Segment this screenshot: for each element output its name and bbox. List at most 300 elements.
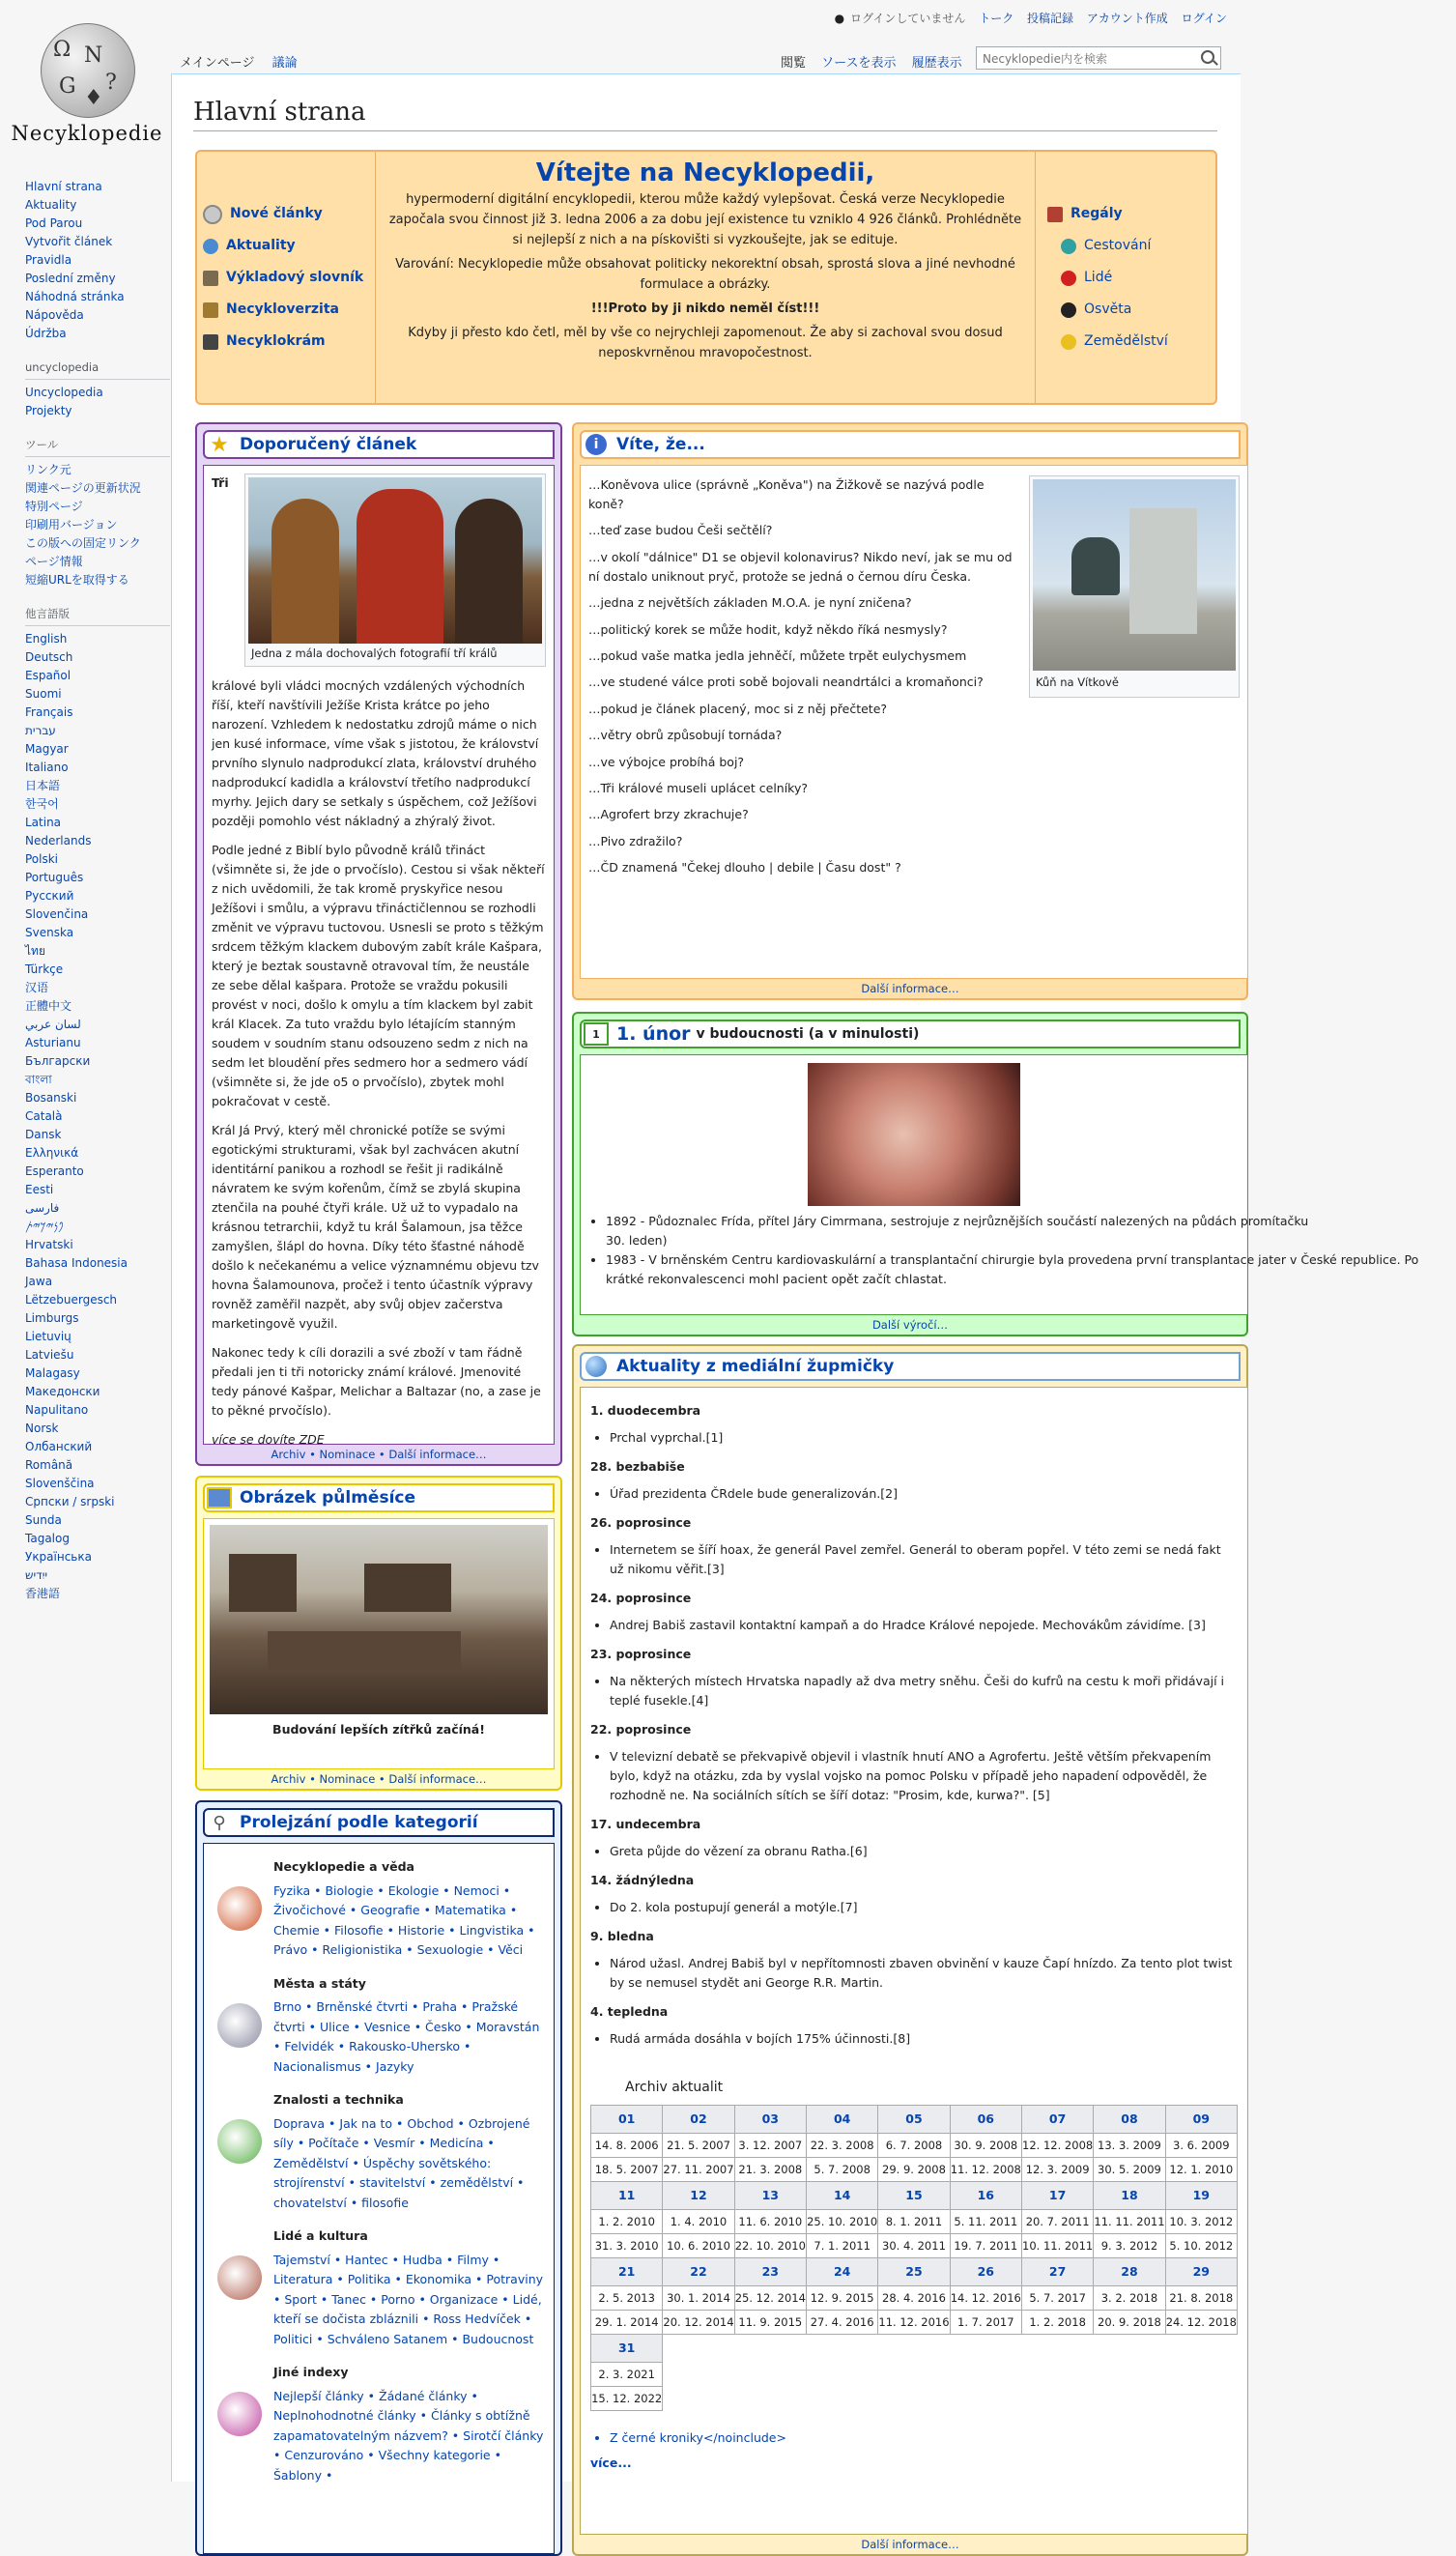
lang-link[interactable]: ייִדיש bbox=[25, 1568, 48, 1582]
featured-body bbox=[203, 465, 555, 1445]
news-item: • Do 2. kola postupují generál a motýle.[7] bbox=[610, 1898, 1238, 1917]
title-divider bbox=[193, 130, 1217, 131]
lang-link[interactable]: עברית bbox=[25, 724, 56, 737]
site-logo[interactable] bbox=[10, 19, 164, 155]
link-new-articles[interactable] bbox=[203, 198, 363, 230]
feb-footer[interactable]: Další výročí… bbox=[871, 1318, 949, 1332]
building-icon bbox=[203, 302, 218, 318]
news-box bbox=[572, 1344, 1248, 2556]
welcome-title: Vítejte na Necyklopedii, bbox=[535, 158, 875, 187]
sun-icon bbox=[1061, 334, 1076, 350]
archive-number[interactable]: 01 bbox=[591, 2106, 663, 2134]
lang-link[interactable]: Português bbox=[25, 871, 84, 884]
vitkov-image[interactable] bbox=[1029, 475, 1240, 698]
category-icon bbox=[217, 2003, 262, 2048]
know-footer[interactable]: Další informace… bbox=[861, 982, 959, 995]
link-agriculture[interactable] bbox=[1047, 326, 1168, 358]
news-items bbox=[590, 1484, 1238, 1504]
archive-number[interactable]: 23 bbox=[734, 2258, 806, 2286]
tool-link[interactable]: 印刷用バージョン bbox=[25, 518, 118, 531]
archive-number[interactable]: 27 bbox=[1021, 2258, 1093, 2286]
lang-link[interactable]: Türkçe bbox=[25, 962, 64, 976]
sidebar-link[interactable]: Pod Parou bbox=[25, 216, 83, 230]
category-title[interactable]: Lidé a kultura bbox=[273, 2228, 368, 2243]
tab-discussion[interactable]: 議論 bbox=[271, 56, 298, 71]
gear-icon bbox=[203, 205, 222, 224]
featured-title: Doporučený článek bbox=[240, 435, 417, 454]
picture-title: Obrázek půlměsíce bbox=[240, 1488, 416, 1508]
news-more-link[interactable]: více... bbox=[590, 2455, 632, 2470]
sidebar-link[interactable]: Poslední změny bbox=[25, 272, 116, 285]
feb-item: • 1892 - Půdoznalec Frída, přítel Járy Cimrmana, sestrojuje z nejrůznějších součástí nalezených na půdách promítačku bbox=[606, 1212, 1240, 1231]
category-block bbox=[212, 1974, 546, 2078]
lang-link[interactable]: Italiano bbox=[25, 761, 69, 774]
news-list bbox=[590, 1401, 1238, 2049]
know-title: Víte, že... bbox=[616, 435, 705, 454]
archive-date: 11. 6. 2010 bbox=[734, 2210, 806, 2234]
news-items bbox=[590, 1954, 1238, 1993]
link-news[interactable] bbox=[203, 230, 363, 262]
rubble bbox=[268, 1631, 461, 1670]
lang-link[interactable]: বাংলা bbox=[25, 1073, 52, 1086]
archive-date: 2. 3. 2021 bbox=[591, 2363, 663, 2387]
link-label: Nové články bbox=[230, 206, 323, 221]
featured-lead: Tři bbox=[212, 475, 229, 490]
category-title[interactable]: Znalosti a technika bbox=[273, 2092, 404, 2107]
personal-tools bbox=[835, 10, 1227, 26]
category-title[interactable]: Jiné indexy bbox=[273, 2365, 349, 2379]
news-date: 9. bledna bbox=[590, 1929, 654, 1943]
tab-main-page[interactable]: メインページ bbox=[180, 56, 255, 71]
page-title: Hlavní strana bbox=[193, 98, 366, 127]
tool-link[interactable]: 特別ページ bbox=[25, 500, 83, 513]
archive-date: 10. 6. 2010 bbox=[663, 2234, 734, 2258]
archive-date: 12. 3. 2009 bbox=[1021, 2158, 1093, 2182]
namespace-tabs bbox=[174, 48, 305, 74]
sidebar-link[interactable]: Hlavní strana bbox=[25, 180, 102, 193]
tool-link[interactable]: 短縮URLを取得する bbox=[25, 573, 129, 587]
lang-link[interactable]: فارسی bbox=[25, 1201, 60, 1215]
cash-register-icon bbox=[203, 334, 218, 350]
lang-link[interactable]: Deutsch bbox=[25, 650, 73, 664]
news-items bbox=[590, 1428, 1238, 1448]
lang-link[interactable]: Олбанский bbox=[25, 1440, 93, 1453]
link-university[interactable] bbox=[203, 294, 363, 326]
archive-date: 28. 4. 2016 bbox=[878, 2286, 950, 2311]
news-item: • Rudá armáda dosáhla v bojích 175% účinnosti.[8] bbox=[610, 2029, 1238, 2049]
archive-date: 7. 1. 2011 bbox=[806, 2234, 877, 2258]
ruins-photo[interactable] bbox=[210, 1525, 548, 1714]
know-item: …teď zase budou Češi sečtělí? bbox=[588, 523, 773, 538]
archive-number[interactable]: 03 bbox=[734, 2106, 806, 2134]
lang-link[interactable]: Jawa bbox=[25, 1275, 53, 1288]
sidebar-link[interactable]: Vytvořit článek bbox=[25, 235, 113, 248]
lang-link[interactable]: Slovenščina bbox=[25, 1477, 95, 1490]
tab-read[interactable]: 閲覧 bbox=[781, 56, 807, 71]
category-links[interactable]: Fyzika • Biologie • Ekologie • Nemoci • Živočichové • Geografie • Matematika • Chemie • Filosofie • Historie • Lingvistika • Právo • Religionistika • Sexuologie • Věci bbox=[273, 1882, 535, 1957]
know-item: …ČD znamená "Čekej dlouho | debile | Času dost" ? bbox=[588, 860, 901, 876]
lang-link[interactable]: Македонски bbox=[25, 1385, 100, 1398]
know-item: …Agrofert brzy zkrachuje? bbox=[588, 807, 749, 822]
contributions-link[interactable]: 投稿記録 bbox=[1027, 12, 1074, 25]
calendar-icon: 1 bbox=[582, 1021, 611, 1047]
know-item: …politický korek se může hodit, když někdo říká nesmysly? bbox=[588, 621, 948, 637]
welcome-center bbox=[375, 152, 1036, 403]
tool-link[interactable]: 関連ページの更新状況 bbox=[25, 481, 141, 495]
archive-date: 5. 7. 2017 bbox=[1021, 2286, 1093, 2311]
featured-p4: Nakonec tedy k cíli dorazili a své zboží v tam řádně předali jen ti tři notoricky známí králové. Jmenovité tedy pánové Kašpar, Melichar a Baltazar (no, a zase je to pěkné prvočíslo). bbox=[212, 1345, 541, 1418]
news-items bbox=[590, 2029, 1238, 2049]
news-items bbox=[590, 1747, 1238, 1805]
lang-link[interactable]: Bosanski bbox=[25, 1091, 77, 1105]
archive-date: 18. 5. 2007 bbox=[591, 2158, 663, 2182]
link-label: Necykloverzita bbox=[226, 302, 339, 317]
archive-row bbox=[591, 2158, 1238, 2182]
archive-number[interactable]: 06 bbox=[950, 2106, 1021, 2134]
lang-link[interactable]: Українська bbox=[25, 1550, 92, 1564]
lang-link[interactable]: English bbox=[25, 632, 68, 646]
categories-title: Prolejzání podle kategorií bbox=[240, 1813, 478, 1832]
know-body bbox=[580, 465, 1248, 979]
category-title[interactable]: Necyklopedie a věda bbox=[273, 1859, 414, 1874]
lang-link[interactable]: 汉语 bbox=[25, 981, 49, 994]
uncyc-link[interactable]: Projekty bbox=[25, 404, 72, 417]
uncyc-link[interactable]: Uncyclopedia bbox=[25, 386, 103, 399]
lang-link[interactable]: Български bbox=[25, 1054, 91, 1068]
lang-link[interactable]: Eesti bbox=[25, 1183, 54, 1196]
king-figure bbox=[271, 499, 339, 644]
archive-number[interactable]: 18 bbox=[1094, 2182, 1165, 2210]
star-icon: ★ bbox=[210, 432, 229, 457]
archive-date: 12. 1. 2010 bbox=[1165, 2158, 1237, 2182]
news-item: • V televizní debatě se překvapivě objevil i vlastník hnutí ANO a Agrofertu. Ještě větším překvapením bylo, když na otázku, zda by vyslal vojsko na pomoc Polsku v případě jeho napadení odpověděl, že rozhodně ne. Na sociálních sítích se šíří dotaz: "Prosim, kde, kurwa?". [5] bbox=[610, 1747, 1238, 1805]
archive-number[interactable]: 12 bbox=[663, 2182, 734, 2210]
archive-date: 6. 7. 2008 bbox=[878, 2134, 950, 2158]
lang-link[interactable]: Asturianu bbox=[25, 1036, 81, 1049]
know-item: …Tři králové museli uplácet celníky? bbox=[588, 780, 809, 795]
welcome-advice: Kdyby ji přesto kdo četl, měl by vše co nejrychleji zapomenout. Že aby si zachoval svou dosud neposkvrněnou mravopočestnost. bbox=[408, 326, 1003, 360]
featured-caption: Jedna z mála dochovalých fotografií tří králů bbox=[251, 646, 498, 660]
ruin-wall bbox=[229, 1554, 297, 1612]
category-block bbox=[212, 1857, 546, 1961]
archive-date: 13. 3. 2009 bbox=[1094, 2134, 1165, 2158]
globe-letter: G bbox=[59, 74, 76, 99]
archive-date: 5. 11. 2011 bbox=[950, 2210, 1021, 2234]
lang-link[interactable]: Hrvatski bbox=[25, 1238, 73, 1251]
login-link[interactable]: ログイン bbox=[1181, 12, 1227, 25]
archive-number[interactable]: 21 bbox=[591, 2258, 663, 2286]
lang-link[interactable]: Nederlands bbox=[25, 834, 92, 847]
category-icon bbox=[217, 1886, 262, 1931]
picture-box bbox=[195, 1476, 562, 1791]
link-travel[interactable] bbox=[1047, 230, 1168, 262]
categories-box bbox=[195, 1800, 562, 2556]
user-icon: ● bbox=[834, 12, 845, 25]
welcome-box bbox=[195, 150, 1217, 405]
archive-number[interactable]: 29 bbox=[1165, 2258, 1237, 2286]
picture-header bbox=[203, 1483, 555, 1512]
archive-date: 1. 7. 2017 bbox=[950, 2311, 1021, 2335]
globe-icon bbox=[582, 1354, 611, 1379]
book-icon bbox=[203, 271, 218, 286]
archive-number[interactable]: 22 bbox=[663, 2258, 734, 2286]
news-footer[interactable]: Další informace… bbox=[861, 2538, 959, 2551]
archive-row bbox=[591, 2311, 1238, 2335]
statue bbox=[1071, 537, 1120, 595]
welcome-intro: hypermoderní digitální encyklopedii, kterou může každý vylepšovat. Česká verze Necyklopedie započala svou činnost již 3. ledna 2006 a za dobu její existence tu vzniklo 4 926 článků. Prohlédněte si nejlepší z nich a na pískovišti si vyzkoušejte, jak se edituje. bbox=[388, 192, 1022, 247]
archive-date: 21. 8. 2018 bbox=[1165, 2286, 1237, 2311]
archive-date: 11. 11. 2011 bbox=[1094, 2210, 1165, 2234]
lang-link[interactable]: Malagasy bbox=[25, 1366, 80, 1380]
lang-list bbox=[25, 630, 170, 1603]
lang-link[interactable]: Polski bbox=[25, 852, 59, 866]
news-item: • Andrej Babiš zastavil kontaktní kampaň a do Hradce Králové nepojede. Mechovákům závidíme. [3] bbox=[610, 1616, 1238, 1635]
lang-link[interactable]: Српски / srpski bbox=[25, 1495, 115, 1508]
site-name: Necyklopedie bbox=[11, 122, 163, 145]
archive-date: 14. 12. 2016 bbox=[950, 2286, 1021, 2311]
category-links[interactable]: Doprava • Jak na to • Obchod • Ozbrojené síly • Počítače • Vesmír • Medicína • Zemědělství • Úspěchy sovětského: strojírenství • stavitelství • zemědělství • chovatelství • filosofie bbox=[273, 2115, 530, 2210]
archive-row bbox=[591, 2234, 1238, 2258]
picture-footer-links[interactable]: Archiv • Nominace • Další informace… bbox=[271, 1772, 487, 1786]
feb-item-text: 1983 - V brněnském Centru kardiovaskulární a transplantační chirurgie byla provedena první transplantace jater v České republice. Po krátké rekonvalescenci mohl pacient opět začít chlastat. bbox=[606, 1252, 1419, 1286]
archive-number[interactable]: 24 bbox=[806, 2258, 877, 2286]
categories-body bbox=[203, 1843, 555, 2554]
archive-row bbox=[591, 2106, 1238, 2134]
feb-day[interactable]: 1. únor bbox=[616, 1023, 691, 1045]
king-figure bbox=[455, 499, 523, 644]
lang-link[interactable]: 香港語 bbox=[25, 1587, 61, 1600]
archive-number[interactable]: 02 bbox=[663, 2106, 734, 2134]
link-label: Zemědělství bbox=[1084, 333, 1168, 349]
archive-table bbox=[590, 2105, 1238, 2411]
category-links[interactable]: Nejlepší články • Žádané články • Neplnohodnotné články • Články s obtížně zapamatovatelným názvem? • Sirotčí články • Cenzurováno • Všechny kategorie • Šablony • bbox=[273, 2388, 544, 2483]
archive-number[interactable]: 25 bbox=[878, 2258, 950, 2286]
archive-number[interactable]: 28 bbox=[1094, 2258, 1165, 2286]
archive-row bbox=[591, 2286, 1238, 2311]
lang-link[interactable]: Slovenčina bbox=[25, 907, 89, 921]
link-education[interactable] bbox=[1047, 294, 1168, 326]
know-item: …ve výbojce probíhá boj? bbox=[588, 754, 745, 769]
lang-link[interactable]: Română bbox=[25, 1458, 73, 1472]
archive-number[interactable]: 09 bbox=[1165, 2106, 1237, 2134]
sidebar-link[interactable]: Aktuality bbox=[25, 198, 77, 212]
news-items bbox=[590, 1898, 1238, 1917]
monument bbox=[1129, 508, 1197, 634]
featured-more[interactable]: více se dovíte ZDE bbox=[212, 1432, 325, 1447]
link-label: Necyklokrám bbox=[226, 333, 326, 349]
archive-date: 5. 10. 2012 bbox=[1165, 2234, 1237, 2258]
archive-date: 20. 7. 2011 bbox=[1021, 2210, 1093, 2234]
archive-date: 22. 3. 2008 bbox=[806, 2134, 877, 2158]
lang-link[interactable]: Català bbox=[25, 1109, 63, 1123]
lang-heading: 他言語版 bbox=[25, 605, 170, 626]
sidebar-link[interactable]: Údržba bbox=[25, 327, 67, 340]
category-title[interactable]: Města a státy bbox=[273, 1975, 366, 1991]
sidebar-link[interactable]: Náhodná stránka bbox=[25, 290, 125, 303]
category-block bbox=[212, 2090, 546, 2213]
main-content bbox=[171, 73, 1419, 2551]
lang-link[interactable]: Latina bbox=[25, 816, 62, 829]
lang-link[interactable]: Tagalog bbox=[25, 1532, 70, 1545]
archive-date: 27. 11. 2007 bbox=[663, 2158, 734, 2182]
on-this-day-box bbox=[572, 1012, 1419, 1336]
talk-link[interactable]: トーク bbox=[979, 12, 1014, 25]
archive-date: 10. 11. 2011 bbox=[1021, 2234, 1093, 2258]
category-links[interactable]: Tajemství • Hantec • Hudba • Filmy • Literatura • Politika • Ekonomika • Potraviny • Sport • Tanec • Porno • Organizace • Lidé, kteří se dočista zbláznili • Ross Hedvíček • Politici • Schváleno Satanem • Budoucnost bbox=[273, 2252, 544, 2346]
magnifier-icon: ⚲ bbox=[213, 1812, 226, 1833]
lang-link[interactable]: 正體中文 bbox=[25, 999, 72, 1013]
archive-number[interactable]: 08 bbox=[1094, 2106, 1165, 2134]
tool-link[interactable]: この版への固定リンク bbox=[25, 536, 141, 550]
lang-link[interactable]: Русский bbox=[25, 889, 74, 903]
surgery-photo[interactable] bbox=[808, 1063, 1020, 1206]
picture-icon bbox=[205, 1485, 234, 1510]
ruin-wall bbox=[364, 1564, 451, 1612]
vitkov-photo bbox=[1033, 479, 1236, 671]
lang-link[interactable]: Dansk bbox=[25, 1128, 62, 1141]
parachute-icon bbox=[1061, 239, 1076, 254]
archive-number[interactable]: 11 bbox=[591, 2182, 663, 2210]
archive-number[interactable]: 05 bbox=[878, 2106, 950, 2134]
news-item: • Internetem se šíří hoax, že generál Pavel zemřel. Generál to oberam popřel. V této zemi se nedá fakt už nikomu věřit.[3] bbox=[610, 1540, 1238, 1579]
archive-number[interactable]: 04 bbox=[806, 2106, 877, 2134]
archive-date: 30. 4. 2011 bbox=[878, 2234, 950, 2258]
archive-row bbox=[591, 2182, 1238, 2210]
archive-date: 3. 2. 2018 bbox=[1094, 2286, 1165, 2311]
know-item: …Koněvova ulice (správně „Koněva") na Žižkově se nazývá podle koně? bbox=[588, 477, 985, 511]
search-input[interactable] bbox=[981, 48, 1192, 70]
archive-number[interactable]: 07 bbox=[1021, 2106, 1093, 2134]
feb-item-continued: 30. leden) bbox=[606, 1233, 668, 1248]
archive-date: 29. 9. 2008 bbox=[878, 2158, 950, 2182]
create-account-link[interactable]: アカウント作成 bbox=[1086, 12, 1168, 25]
know-item: …Pivo zdražilo? bbox=[588, 833, 683, 848]
tools-heading: ツール bbox=[25, 436, 170, 457]
tool-link[interactable]: ページ情報 bbox=[25, 555, 83, 568]
featured-article-box bbox=[195, 422, 562, 1466]
archive-date: 3. 12. 2007 bbox=[734, 2134, 806, 2158]
news-date: 24. poprosince bbox=[590, 1591, 692, 1605]
archive-date: 20. 9. 2018 bbox=[1094, 2311, 1165, 2335]
feb-title: v budoucnosti (a v minulosti) bbox=[696, 1026, 920, 1042]
news-items bbox=[590, 1616, 1238, 1635]
search-icon[interactable] bbox=[1201, 50, 1214, 64]
know-item: …větry obrů způsobují tornáda? bbox=[588, 728, 783, 743]
news-item: • Greta půjde do vězení za obranu Ratha.[6] bbox=[610, 1842, 1238, 1861]
lang-link[interactable]: Limburgs bbox=[25, 1311, 79, 1325]
news-date: 4. tepledna bbox=[590, 2004, 669, 2019]
featured-footer-links[interactable]: Archiv • Nominace • Další informace… bbox=[271, 1448, 487, 1461]
archive-date: 10. 3. 2012 bbox=[1165, 2210, 1237, 2234]
lang-link[interactable]: Esperanto bbox=[25, 1164, 84, 1178]
archive-number[interactable]: 15 bbox=[878, 2182, 950, 2210]
feb-header bbox=[580, 1020, 1241, 1048]
search-box bbox=[976, 46, 1221, 70]
featured-image[interactable] bbox=[244, 474, 546, 667]
link-shelves[interactable] bbox=[1047, 198, 1168, 230]
archive-date: 30. 9. 2008 bbox=[950, 2134, 1021, 2158]
archive-date: 15. 12. 2022 bbox=[591, 2387, 663, 2411]
archive-date: 21. 5. 2007 bbox=[663, 2134, 734, 2158]
info-icon: i bbox=[582, 432, 611, 457]
know-item: …v okolí "dálnice" D1 se objevil kolonavirus? Nikdo neví, jak se mu od ní dostalo uniknout pryč, protože se jedná o černou díru Česka. bbox=[588, 549, 1013, 584]
welcome-warning: Varování: Necyklopedie může obsahovat politicky nekorektní obsah, sprostá slova a jiné nevhodné formulace a obrázky. bbox=[395, 257, 1015, 292]
know-item: …pokud vaše matka jedla jehněčí, můžete trpět eulychysmem bbox=[588, 647, 967, 663]
news-item: • Prchal vyprchal.[1] bbox=[610, 1428, 1238, 1448]
featured-header bbox=[203, 430, 555, 459]
sidebar-link[interactable]: Pravidla bbox=[25, 253, 72, 267]
lang-link[interactable]: Français bbox=[25, 705, 73, 719]
link-people[interactable] bbox=[1047, 262, 1168, 294]
archive-row bbox=[591, 2387, 1238, 2411]
news-title: Aktuality z mediální župmičky bbox=[616, 1357, 895, 1376]
lang-link[interactable]: Lëtzebuergesch bbox=[25, 1293, 118, 1307]
lang-link[interactable]: Bahasa Indonesia bbox=[25, 1256, 128, 1270]
tab-view-source[interactable]: ソースを表示 bbox=[821, 56, 897, 71]
archive-number[interactable]: 16 bbox=[950, 2182, 1021, 2210]
lang-link[interactable]: Lietuvių bbox=[25, 1330, 71, 1343]
link-shop[interactable] bbox=[203, 326, 363, 358]
tool-link[interactable]: リンク元 bbox=[25, 463, 71, 476]
category-icon bbox=[217, 2119, 262, 2164]
link-dictionary[interactable] bbox=[203, 262, 363, 294]
archive-number[interactable]: 17 bbox=[1021, 2182, 1093, 2210]
archive-number[interactable]: 13 bbox=[734, 2182, 806, 2210]
news-tail-link[interactable]: • Z černé kroniky</noinclude> bbox=[610, 2428, 1238, 2448]
archive-date: 29. 1. 2014 bbox=[591, 2311, 663, 2335]
lang-link[interactable]: Ελληνικά bbox=[25, 1146, 79, 1160]
news-date: 1. duodecembra bbox=[590, 1403, 701, 1418]
archive-date: 14. 8. 2006 bbox=[591, 2134, 663, 2158]
link-label: Výkladový slovník bbox=[226, 270, 364, 285]
lang-link[interactable]: 日本語 bbox=[25, 779, 61, 792]
lang-link[interactable]: 𐤐𐤍𐤉𐤊𐤉𐤕 bbox=[25, 1220, 64, 1233]
lang-link[interactable]: Sunda bbox=[25, 1513, 62, 1527]
news-items bbox=[590, 1672, 1238, 1710]
featured-p1: králové byli vládci mocných vzdálených východních říší, kteří navštívili Ježíše Krista krátce po jeho narození. Vzhledem k nedostatku zdrojů máme o nich jen kusé informace, víme však s jistotou, že království prvního slynulo nadprodukcí zlata, království druhého nadprodukcí kadidla a království třetího nadprodukcí myrhy. Jejich dary se setkaly s úspěchem, což Ježíšovi později pomohlo vést nákladný a zhýralý život. bbox=[212, 678, 539, 828]
archive-row bbox=[591, 2210, 1238, 2234]
lang-link[interactable]: Svenska bbox=[25, 926, 74, 939]
lang-link[interactable]: Español bbox=[25, 669, 71, 682]
globe-icon bbox=[203, 239, 218, 254]
lang-link[interactable]: Suomi bbox=[25, 687, 62, 701]
lang-link[interactable]: Latviešu bbox=[25, 1348, 74, 1362]
archive-date: 30. 1. 2014 bbox=[663, 2286, 734, 2311]
lang-link[interactable]: Norsk bbox=[25, 1422, 59, 1435]
lang-link[interactable]: Napulitano bbox=[25, 1403, 89, 1417]
news-items bbox=[590, 1540, 1238, 1579]
people-icon bbox=[1061, 271, 1076, 286]
archive-number[interactable]: 19 bbox=[1165, 2182, 1237, 2210]
archive-number[interactable]: 26 bbox=[950, 2258, 1021, 2286]
lang-link[interactable]: لسان عربي bbox=[25, 1018, 81, 1031]
lang-link[interactable]: 한국어 bbox=[25, 797, 59, 811]
lang-link[interactable]: Magyar bbox=[25, 742, 69, 756]
picture-caption: Budování lepších zítřků začíná! bbox=[272, 1722, 485, 1737]
archive-date: 20. 12. 2014 bbox=[663, 2311, 734, 2335]
archive-number[interactable]: 14 bbox=[806, 2182, 877, 2210]
know-item: …pokud je článek placený, moc si z něj přečtete? bbox=[588, 701, 888, 716]
archive-date: 25. 10. 2010 bbox=[806, 2210, 877, 2234]
tab-history[interactable]: 履歴表示 bbox=[911, 56, 962, 71]
lang-link[interactable]: ไทย bbox=[25, 944, 45, 958]
category-links[interactable]: Brno • Brněnské čtvrti • Praha • Pražské čtvrti • Ulice • Vesnice • Česko • Moravstán • Felvidék • Rakousko-Uhersko • Nacionalismus • Jazyky bbox=[273, 1999, 540, 2074]
link-label: Osvěta bbox=[1084, 302, 1132, 317]
sidebar-link[interactable]: Nápověda bbox=[25, 308, 84, 322]
archive-date: 11. 12. 2016 bbox=[878, 2311, 950, 2335]
archive-number[interactable]: 31 bbox=[591, 2335, 663, 2363]
category-block bbox=[212, 2363, 546, 2485]
